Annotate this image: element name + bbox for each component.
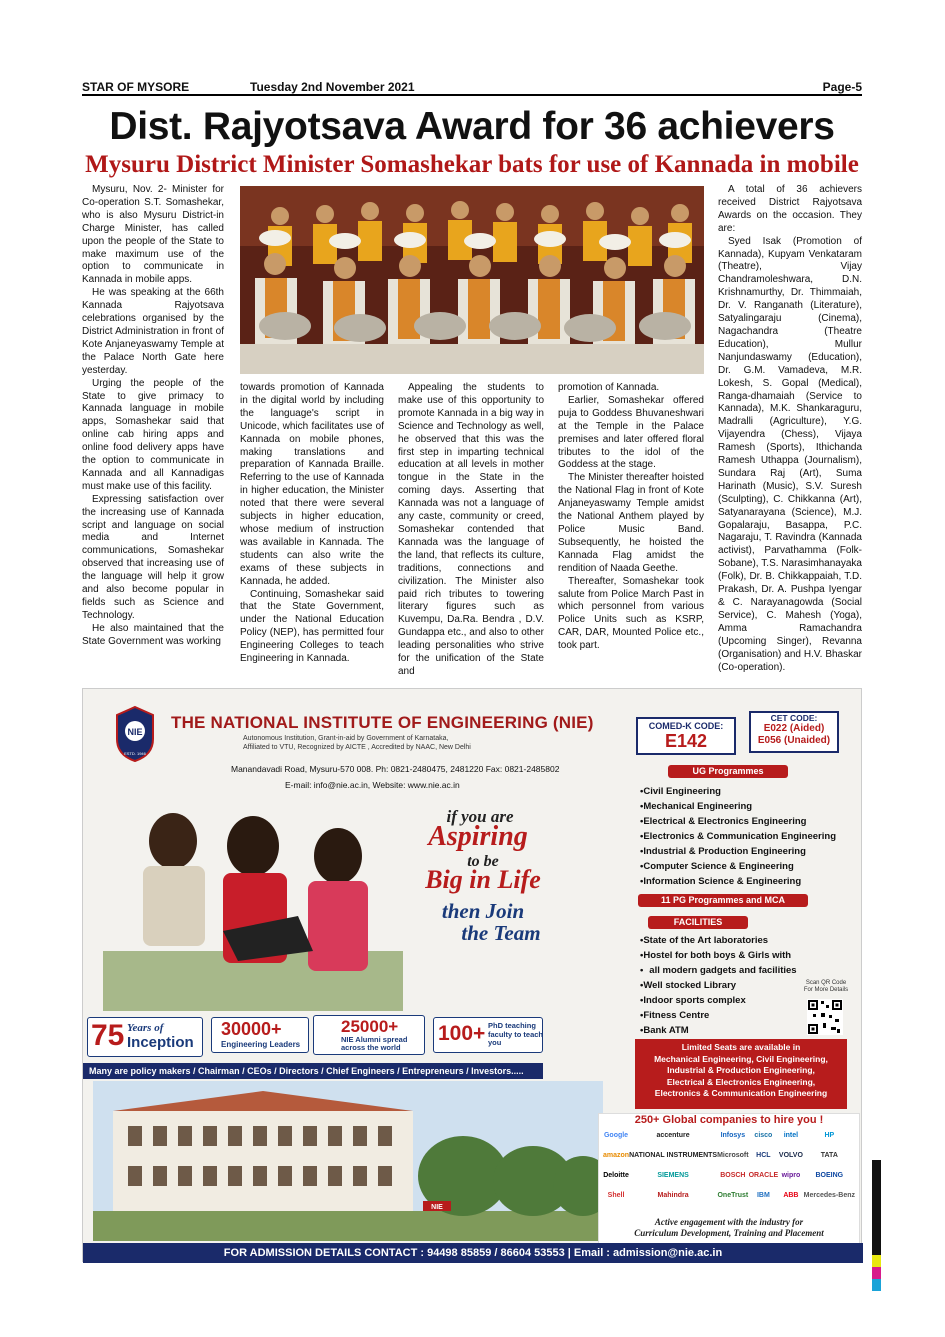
company-logo: wipro (781, 1172, 801, 1179)
cet-label: CET CODE: (770, 713, 818, 723)
company-logo-grid (603, 1129, 855, 1203)
registration-bar (872, 1267, 881, 1279)
seats-line: Electrical & Electronics Engineering, (666, 1076, 816, 1087)
paragraph: Earlier, Somashekar offered puja to Goddess Bhuvaneshwari at the Temple in the Palace premises and later offered floral tributes to the idol of the Goddess at the stage. (558, 394, 704, 471)
paragraph: Urging the people of the State to give primacy to Kannada language in mobile apps, Somashekar said that online cab hiring apps and online food delivery apps have the option to communicate in Kannada and all Kannadigas must make use of this facility. (82, 377, 224, 492)
article-column-1 (82, 184, 224, 649)
companies-title: 250+ Global companies to hire you ! (634, 1114, 824, 1126)
engage-line: Curriculum Development, Training and Placement (634, 1228, 824, 1238)
paper-name: STAR OF MYSORE (82, 80, 190, 94)
paragraph: Thereafter, Somashekar took salute from Police March Past in which personnel from various Police Units such as KSRP, CAR, DAR, Mounted Police etc., took part. (558, 575, 704, 652)
company-logo: Deloitte (603, 1172, 629, 1179)
stat-years-label: Years of (127, 1022, 164, 1034)
policy-makers-bar: Many are policy makers / Chairman / CEOs / Directors / Chief Engineers / Entrepreneurs / Investors..... (83, 1063, 543, 1079)
paragraph: promotion of Kannada. (558, 382, 660, 393)
comedk-label: COMED-K CODE: (648, 721, 724, 731)
comedk-code: E142 (664, 731, 708, 751)
headline: Dist. Rajyotsava Award for 36 achievers (109, 105, 835, 148)
company-logo: BOSCH (720, 1172, 746, 1179)
campus-building-illustration (93, 1081, 603, 1241)
facilities-list (640, 933, 797, 1038)
tagline: Big in Life (425, 865, 541, 894)
company-logo: BOEING (815, 1172, 844, 1179)
seats-line: Industrial & Production Engineering, (667, 1065, 815, 1075)
paragraph: He was speaking at the 66th Kannada Rajyotsava celebrations organised by the District Administration in front of Kote Anjaneyaswamy Temple at the Palace North Gate here yesterday. (82, 287, 224, 376)
facilities-label: FACILITIES (648, 916, 748, 929)
list-item: • Electronics & Communication Engineering (640, 829, 836, 844)
limited-seats-box (635, 1039, 847, 1109)
company-logo: Mercedes-Benz (803, 1192, 855, 1199)
list-item: • State of the Art laboratories (640, 933, 797, 948)
ad-title: THE NATIONAL INSTITUTE OF ENGINEERING (NIE) (171, 713, 594, 732)
affiliation-line: Autonomous Institution, Grant-in-aid by Government of Karnataka, (243, 735, 449, 742)
article-column-4 (558, 382, 704, 653)
admission-contact-bar: FOR ADMISSION DETAILS CONTACT : 94498 85859 / 86604 53553 | Email : admission@nie.ac.in (83, 1243, 863, 1263)
seats-line: Mechanical Engineering, Civil Engineering, (654, 1053, 828, 1064)
pg-programmes-label: 11 PG Programmes and MCA (638, 894, 808, 907)
cet-aided: E022 (Aided) (763, 723, 825, 734)
tagline: if you are (446, 807, 514, 826)
list-item: • Industrial & Production Engineering (640, 844, 836, 859)
stat-leaders-label: Engineering Leaders (221, 1040, 301, 1049)
article-column-2 (240, 382, 384, 666)
tagline: to be (467, 853, 499, 870)
logo-estd: ESTD. 1946 (124, 751, 146, 756)
industry-engagement-note (603, 1217, 855, 1239)
list-item: • Indoor sports complex (640, 993, 797, 1008)
nie-logo-icon (113, 705, 157, 763)
list-item: • Electrical & Electronics Engineering (640, 814, 836, 829)
stat-alumni: 25000+ (341, 1017, 399, 1036)
tagline: Aspiring (428, 821, 528, 852)
affiliation-line: Affiliated to VTU, Recognized by AICTE , Accredited by NAAC, New Delhi (243, 744, 471, 751)
cet-unaided: E056 (Unaided) (757, 735, 831, 746)
stat-alumni-label: NIE Alumni spread across the world (341, 1035, 408, 1052)
ad-contact: E-mail: info@nie.ac.in, Website: www.nie.ac.in (285, 780, 460, 790)
list-item: • Hostel for both boys & Girls with (640, 948, 797, 963)
list-item: • Well stocked Library (640, 978, 797, 993)
nie-advertisement (82, 688, 862, 1262)
registration-bar (872, 1160, 881, 1255)
company-logo: VOLVO (778, 1152, 803, 1159)
company-logo: OneTrust (717, 1192, 749, 1199)
paragraph: Appealing the students to make use of this opportunity to promote Kannada in a big way in Science and Technology as well, he observed that this was the first step in imparting technical education at all levels in mother tongue in the State in the coming days. Asserting that Kannada was not a language of any caste, community or creed, Somashekar contended that Kannada was the language of the land, that reflects its culture, traditions, connections and civilization. The Minister also paid rich tributes to towering literary figures such as Kuvempu, Da.Ra. Bendra , D.V. Gundappa etc., and also to other leading personalities who strive for the unification of the State and (398, 382, 544, 677)
company-logo: cisco (754, 1132, 773, 1139)
paragraph: Syed Isak (Promotion of Kannada), Kupyam Venkataram (Theatre), Vijay Chandramoleshwara, D.N. Krishnamurthy, Dr. Thimmaiah, Dr. V. Ranganath (Literature), Satyalingaraju (Cinema), Nagachandra (Theatre Education), Mullur Nanjundaswamy (Education), Dr. G.M. Vamadeva, M.R. Lokesh, S. Gopal (Medical), Ranga-dhamaiah (Service to Kannada), M.K. Shankaraguru, Madralli (Agriculture), Y.G. Vijayendra (Chess), Vijaya Ramesh (Sports), Ithichanda Ramesh Uthappa (Journalism), Sundara Raj (Art), Suma Harinath (Music), S.V. Suresh (Sculpting), C. Chikkanna (Art), Satyanarayana (Science), M.J. Gopalaraju, Basappa, P.C. Nagaraju, T. Ravindra (Kannada activist), Parvathamma (Folk-Sobane), T.S. Narasimhanayaka (Folk), Dr. B. Chikkappaiah, T.D. Prakash, Dr. A. Pushpa Iyengar & C. Narayanagowda (Social Service), C. Mahesh (Yoga), Amma Ramachandra (Upcoming Singer), Revanna (Organisation) and H.V. Bhaskar (Co-operation). (718, 235, 862, 673)
company-logo: intel (783, 1132, 799, 1139)
company-logo: NATIONAL INSTRUMENTS (629, 1152, 718, 1159)
masthead (82, 80, 862, 96)
list-item: • Fitness Centre (640, 1008, 797, 1023)
stat-faculty-label: PhD teaching faculty to teach you (488, 1021, 544, 1047)
paragraph: The Minister thereafter hoisted the National Flag in front of Kote Anjaneyaswamy Temple amidst the National Anthem played by Police Music Band. Subsequently, he hoisted the Kannada Flag amidst the rendition of Naada Geethe. (558, 472, 704, 574)
company-logo: HCL (756, 1152, 771, 1159)
article-column-5 (718, 184, 862, 674)
list-item: • Bank ATM (640, 1023, 797, 1038)
list-item: • Mechanical Engineering (640, 799, 836, 814)
article-column-3 (398, 382, 544, 679)
company-logo: Mahindra (657, 1192, 689, 1199)
tagline: then Join (441, 899, 525, 923)
engage-line: Active engagement with the industry for (654, 1217, 804, 1227)
company-logo: ABB (783, 1192, 799, 1199)
ug-programmes-label: UG Programmes (668, 765, 788, 778)
building-sign: NIE (431, 1204, 443, 1211)
company-logo: Infosys (720, 1132, 746, 1139)
students-illustration (103, 801, 403, 1011)
company-logo: Microsoft (717, 1152, 749, 1159)
registration-bar (872, 1255, 881, 1267)
tagline: the Team (461, 921, 541, 945)
photo-illustration (240, 186, 704, 374)
company-logo: ORACLE (748, 1172, 779, 1179)
paragraph: Expressing satisfaction over the increasing use of Kannada script and language on social media and Internet communications, Somashekar observed that increasing use of the language will help it grow and also become popular in fields such as Science and Technology. (82, 493, 224, 621)
company-logo: HP (824, 1132, 835, 1139)
qr-label: Scan QR Code For More Details (803, 980, 849, 993)
paragraph: A total of 36 achievers received District Rajyotsava Awards on the occasion. They are: (718, 184, 862, 234)
company-logo: IBM (756, 1192, 770, 1199)
stat-years: 75 (91, 1019, 125, 1052)
comedk-code-box (636, 717, 736, 755)
list-item (640, 963, 797, 978)
qr-code-icon[interactable] (807, 999, 843, 1035)
paragraph: Mysuru, Nov. 2- Minister for Co-operation S.T. Somashekar, who is also Mysuru District-in Charge Minister, has called upon the people of the State to make maximum use of the option to communicate in Kannada in mobile apps. (82, 184, 224, 286)
subheadline: Mysuru District Minister Somashekar bats for use of Kannada in mobile (85, 151, 859, 178)
registration-bar (872, 1279, 881, 1291)
company-logo: Shell (607, 1192, 625, 1199)
paragraph: He also maintained that the State Government was working (82, 622, 224, 647)
page-number: Page-5 (822, 80, 862, 94)
cet-code-box (749, 711, 839, 753)
list-item: • Computer Science & Engineering (640, 859, 836, 874)
list-item: • Information Science & Engineering (640, 874, 836, 889)
list-item: • Civil Engineering (640, 784, 836, 799)
stat-years-label: Inception (127, 1034, 194, 1051)
company-logo: amazon (603, 1152, 630, 1159)
list-item-continued: all modern gadgets and facilities (649, 965, 797, 976)
stat-leaders: 30000+ (221, 1019, 282, 1039)
ug-programmes-list (640, 784, 836, 889)
company-logo: Google (603, 1132, 629, 1139)
seats-line: Electronics & Communication Engineering (654, 1088, 828, 1098)
paragraph: towards promotion of Kannada in the digital world by including the language's script in Unicode, which facilitates use of Kannada on mobile phones, making translations and preparation of Kannada Braille. Referring to the use of Kannada in higher education, the Minister noted that there were several subjects in higher education, whose medium of instruction was available in Kannada. The students can also write the exams of these subjects in Kannada, he added. (240, 382, 384, 587)
stat-faculty: 100+ (438, 1022, 486, 1045)
seats-line: Limited Seats are available in (681, 1042, 801, 1052)
logo-text: NIE (127, 727, 143, 737)
company-logo: TATA (820, 1152, 838, 1159)
company-logo: SIEMENS (657, 1172, 689, 1179)
ad-address: Manandavadi Road, Mysuru-570 008. Ph: 0821-2480475, 2481220 Fax: 0821-2485802 (231, 764, 560, 774)
award-ceremony-photo (240, 186, 704, 374)
paragraph: Continuing, Somashekar said that the State Government, under the National Education Policy (NEP), has permitted four Engineering Colleges to teach Engineering in Kannada. (240, 588, 384, 665)
company-logo: accenture (656, 1132, 690, 1139)
issue-date: Tuesday 2nd November 2021 (250, 80, 415, 94)
